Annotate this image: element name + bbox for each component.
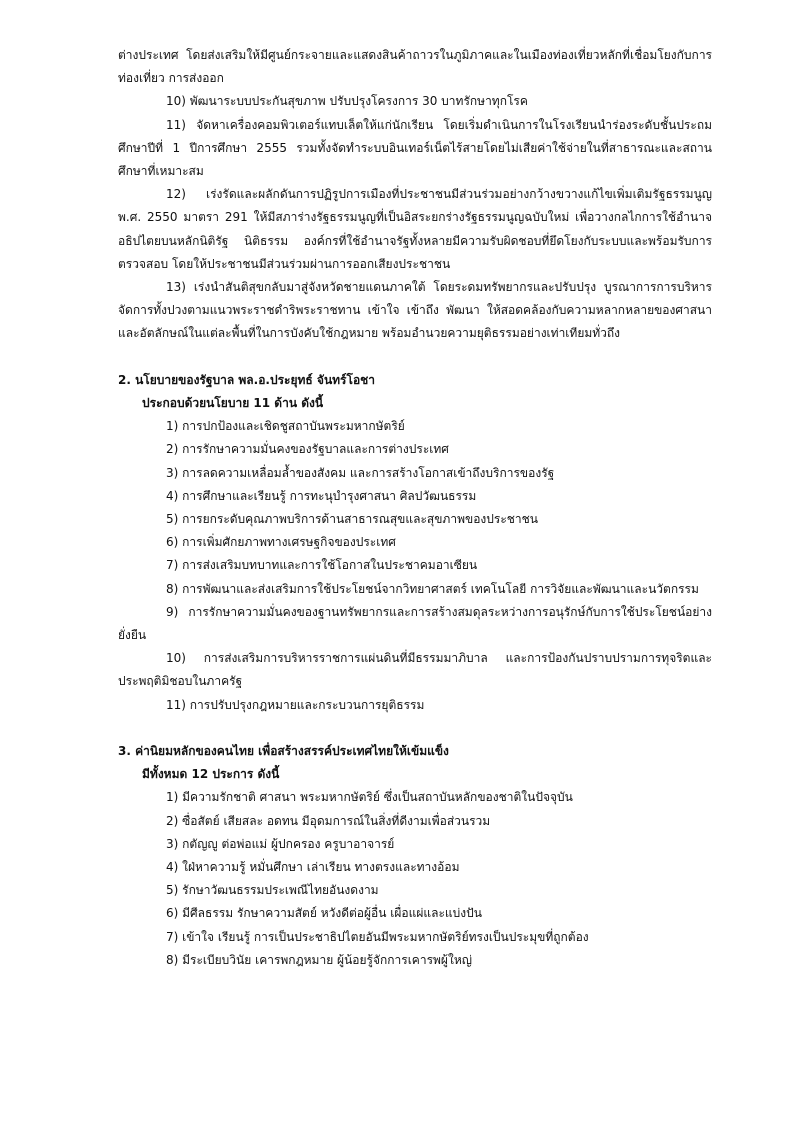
policy-item-12: 12) เร่งรัดและผลักดันการปฏิรูปการเมืองที่ประชาชนมีส่วนร่วมอย่างกว้างขวางแก้ไขเพิ่มเติมรัฐธรรมนูญ พ.ศ. 2550 มาตรา 291 ให้มีสภาร่างรัฐธรรมนูญที่เป็นอิสระยกร่างรัฐธรรมนูญฉบับใหม่ เพื่อวางกลไกการใช้อำนาจอธิปไตยบนหลักนิติรัฐ นิติธรรม องค์กรที่ใช้อำนาจรัฐทั้งหลายมีความรับผิดชอบที่ยึดโยงกับระบบและพร้อมรับการตรวจสอบ โดยให้ประชาชนมีส่วนร่วมผ่านการออกเสียงประชาชน [118, 187, 712, 271]
policy-item-11: 11) จัดหาเครื่องคอมพิวเตอร์แทบเล็ตให้แก่นักเรียน โดยเริ่มดำเนินการในโรงเรียนนำร่องระดับชั้นประถมศึกษาปีที่ 1 ปีการศึกษา 2555 รวมทั้งจัดทำระบบอินเทอร์เน็ตไร้สายโดยไม่เสียค่าใช้จ่ายในที่สาธารณะและสถานศึกษาที่เหมาะสม [118, 117, 712, 179]
policy-item-10: 10) พัฒนาระบบประกันสุขภาพ ปรับปรุงโครงการ 30 บาทรักษาทุกโรค [166, 94, 528, 109]
section-3-item-7: 7) เข้าใจ เรียนรู้ การเป็นประชาธิปไตยอันมีพระมหากษัตริย์ทรงเป็นประมุขที่ถูกต้อง [166, 929, 589, 944]
section-2-item-11: 11) การปรับปรุงกฎหมายและกระบวนการยุติธรรม [166, 697, 425, 712]
section-2-item-8: 8) การพัฒนาและส่งเสริมการใช้ประโยชน์จากวิทยาศาสตร์ เทคโนโลยี การวิจัยและพัฒนาและนวัตกรรม [166, 581, 699, 596]
document-page [118, 44, 712, 972]
section-spacer [118, 717, 712, 740]
section-3-item-4: 4) ใฝ่หาความรู้ หมั่นศึกษา เล่าเรียน ทางตรงและทางอ้อม [166, 860, 460, 875]
section-3-item-1: 1) มีความรักชาติ ศาสนา พระมหากษัตริย์ ซึ่งเป็นสถาบันหลักของชาติในปัจจุบัน [166, 790, 573, 805]
section-2-item-7: 7) การส่งเสริมบทบาทและการใช้โอกาสในประชาคมอาเซียน [166, 558, 478, 573]
section-3-item-2: 2) ซื่อสัตย์ เสียสละ อดทน มีอุดมการณ์ในสิ่งที่ดีงามเพื่อส่วนรวม [166, 813, 491, 828]
section-2-item-1: 1) การปกป้องและเชิดชูสถาบันพระมหากษัตริย์ [166, 419, 405, 434]
intro-continuation-paragraph: ต่างประเทศ โดยส่งเสริมให้มีศูนย์กระจายและแสดงสินค้าถาวรในภูมิภาคและในเมืองท่องเที่ยวหลักที่เชื่อมโยงกับการท่องเที่ยว การส่งออก [118, 48, 712, 86]
policy-item-13: 13) เร่งนำสันติสุขกลับมาสู่จังหวัดชายแดนภาคใต้ โดยระดมทรัพยากรและปรับปรุง บูรณาการการบริหารจัดการทั้งปวงตามแนวพระราชดำริพระราชทาน เข้าใจ เข้าถึง พัฒนา ให้สอดคล้องกับความหลากหลายของศาสนาและอัตลักษณ์ในแต่ละพื้นที่ในการบังคับใช้กฎหมาย พร้อมอำนวยความยุติธรรมอย่างเท่าเทียมทั่วถึง [118, 280, 712, 341]
section-2-item-9: 9) การรักษาความมั่นคงของฐานทรัพยากรและการสร้างสมดุลระหว่างการอนุรักษ์กับการใช้ประโยชน์อย่างยั่งยืน [118, 604, 712, 643]
section-2-item-6: 6) การเพิ่มศักยภาพทางเศรษฐกิจของประเทศ [166, 535, 396, 550]
section-2-item-2: 2) การรักษาความมั่นคงของรัฐบาลและการต่างประเทศ [166, 442, 449, 457]
section-2-heading: 2. นโยบายของรัฐบาล พล.อ.ประยุทธ์ จันทร์โอชา [118, 372, 376, 387]
section-2-item-10: 10) การส่งเสริมการบริหารราชการแผ่นดินที่มีธรรมมาภิบาล และการป้องกันปราบปรามการทุจริตและประพฤติมิชอบในภาครัฐ [118, 651, 712, 689]
section-2-subheading: ประกอบด้วยนโยบาย 11 ด้าน ดังนี้ [142, 396, 324, 411]
section-2-item-5: 5) การยกระดับคุณภาพบริการด้านสาธารณสุขและสุขภาพของประชาชน [166, 512, 538, 527]
section-3-item-6: 6) มีศีลธรรม รักษาความสัตย์ หวังดีต่อผู้อื่น เผื่อแผ่และแบ่งปัน [166, 906, 482, 921]
section-2-item-3: 3) การลดความเหลื่อมล้ำของสังคม และการสร้างโอกาสเข้าถึงบริการของรัฐ [166, 465, 555, 480]
section-2-item-4: 4) การศึกษาและเรียนรู้ การทะนุบำรุงศาสนา ศิลปวัฒนธรรม [166, 488, 477, 503]
section-3-subheading: มีทั้งหมด 12 ประการ ดังนี้ [142, 767, 280, 782]
section-3-item-5: 5) รักษาวัฒนธรรมประเพณีไทยอันงดงาม [166, 883, 379, 898]
section-3-item-3: 3) กตัญญู ต่อพ่อแม่ ผู้ปกครอง ครูบาอาจารย์ [166, 836, 395, 851]
section-3-heading: 3. ค่านิยมหลักของคนไทย เพื่อสร้างสรรค์ประเทศไทยให้เข้มแข็ง [118, 744, 449, 759]
section-spacer [118, 346, 712, 369]
section-3-item-8: 8) มีระเบียบวินัย เคารพกฎหมาย ผู้น้อยรู้จักการเคารพผู้ใหญ่ [166, 952, 472, 967]
